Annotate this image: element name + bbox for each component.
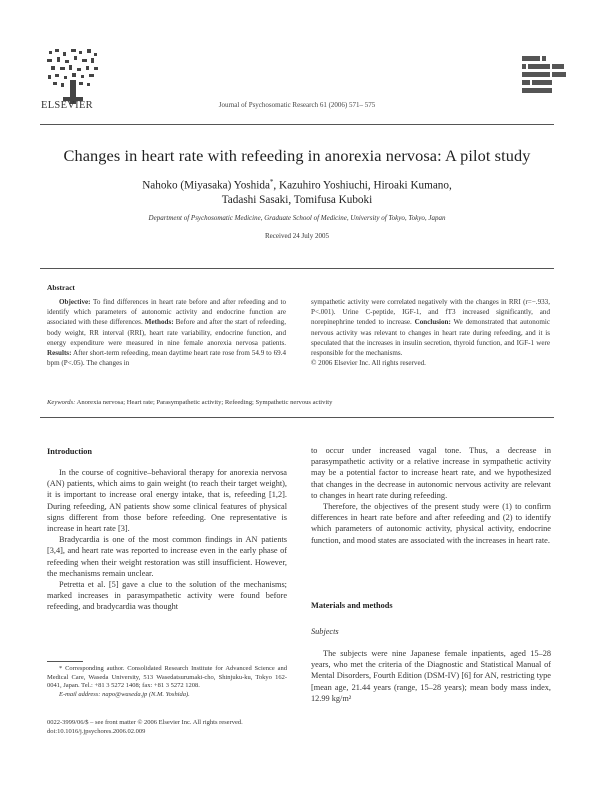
abstract-left-column bbox=[47, 297, 286, 368]
co-authors: , Kazuhiro Yoshiuchi, Hiroaki Kumano, bbox=[273, 179, 452, 192]
journal-citation: Journal of Psychosomatic Research 61 (2006) 571– 575 bbox=[218, 101, 376, 109]
affiliation: Department of Psychosomatic Medicine, Graduate School of Medicine, University of Tokyo, Tokyo, Japan bbox=[148, 214, 446, 222]
objective-label: Objective: bbox=[59, 298, 91, 306]
email-footnote: E-mail address: napo@waseda.jp (N.M. Yoshida). bbox=[59, 690, 190, 698]
keywords-label: Keywords: bbox=[47, 399, 76, 406]
intro-paragraph-3: Petretta et al. [5] gave a clue to the solution of the mechanisms; marked increases in parasympathetic activity were found before refeeding, and bradycardia was thought bbox=[47, 580, 287, 612]
first-author: Nahoko (Miyasaka) Yoshida bbox=[142, 179, 270, 192]
front-matter bbox=[47, 719, 347, 736]
methods-text: Before and after the start of refeeding, body weight, RR interval (RRI), heart rate variability, endocrine function, and energy expenditure were measured in nine female anorexia nervosa patients. bbox=[47, 318, 286, 347]
abstract-top-rule bbox=[40, 268, 554, 269]
keywords-text: Anorexia nervosa; Heart rate; Parasympathetic activity; Refeeding; Sympathetic nervous activity bbox=[75, 399, 333, 406]
methods-heading: Materials and methods bbox=[311, 601, 393, 610]
footnote-rule bbox=[47, 661, 83, 662]
article-title: Changes in heart rate with refeeding in anorexia nervosa: A pilot study bbox=[63, 146, 531, 165]
intro-paragraph-2: Bradycardia is one of the most common findings in AN patients [3,4], and heart rate was reported to increase even in the early phase of refeeding when their weight restoration was still insufficient. However, the mechanisms remain unclear. bbox=[47, 535, 287, 578]
authors-line-1 bbox=[0, 178, 594, 192]
conclusion-text: We demonstrated that autonomic nervous activity was relevant to changes in heart rate during refeeding, and it is speculated that the increases in insulin secretion, thyroid function, and IGF-1 were responsible for the mechanisms. bbox=[311, 318, 550, 358]
keywords bbox=[47, 399, 557, 406]
received-date: Received 24 July 2005 bbox=[265, 232, 329, 240]
footnotes bbox=[47, 665, 287, 699]
abstract-right-column bbox=[311, 297, 550, 368]
issn-line: 0022-3999/06/$ – see front matter © 2006 Elsevier Inc. All rights reserved. bbox=[47, 719, 243, 726]
publisher-name: ELSEVIER bbox=[41, 100, 93, 111]
methods-label: Methods: bbox=[144, 318, 174, 327]
objective-text: To find differences in heart rate before and after refeeding and to identify which parameters of autonomic activity and endocrine function are associated with these differences. bbox=[47, 298, 286, 327]
intro-paragraph-5: Therefore, the objectives of the present study were (1) to confirm differences in heart rate before and after refeeding and (2) to identify which parameters of autonomic activity, physical activity, endocrine function, and mood states are associated with the increases in heart rate. bbox=[311, 502, 551, 545]
abstract-copyright: © 2006 Elsevier Inc. All rights reserved. bbox=[311, 359, 426, 368]
header-rule bbox=[40, 124, 554, 125]
results-text: After short-term refeeding, mean daytime heart rate rose from 54.9 to 69.4 bpm (P<.05). The changes in bbox=[47, 349, 286, 368]
introduction-heading: Introduction bbox=[47, 447, 93, 456]
abstract-heading: Abstract bbox=[47, 283, 75, 292]
corresponding-footnote: * Corresponding author. Consolidated Research Institute for Advanced Science and Medical Care, Waseda University, 513 Wasedatsurumaki-cho, Shinjuku-ku, Tokyo 162-0041, Japan. Tel.: +81 3 5272 1408; fax: +81 3 5272 1208. bbox=[47, 665, 287, 690]
doi-line: doi:10.1016/j.jpsychores.2006.02.009 bbox=[47, 727, 146, 735]
subjects-heading: Subjects bbox=[311, 627, 339, 636]
left-body-column bbox=[47, 467, 287, 613]
conclusion-label: Conclusion: bbox=[414, 318, 451, 327]
journal-logo bbox=[520, 50, 568, 100]
abstract-right-text: sympathetic activity were correlated negatively with the changes in RRI (r=−.933, P<.001). Urine C-peptide, IGF-1, and fT3 increased significantly, and norepinephrine tended to increase. bbox=[311, 298, 550, 327]
results-label: Results: bbox=[47, 349, 72, 358]
subjects-paragraph-container bbox=[311, 648, 551, 704]
right-body-column bbox=[311, 445, 551, 546]
subjects-paragraph: The subjects were nine Japanese female inpatients, aged 15–28 years, who met the criteria of the Diagnostic and Statistical Manual of Mental Disorders, Fourth Edition (DSM-IV) [6] for AN, restricting type [mean age, 21.44 years (range, 15–28 years); mean body mass index, 12.99 kg/m² bbox=[311, 649, 551, 703]
intro-paragraph-4: to occur under increased vagal tone. Thus, a decrease in parasympathetic activity or a relative increase in sympathetic activity may be a potential factor to increase heart rate, and we hypothesized that changes in the decrease in autonomic nervous activity are relevant to changes in heart rate during refeeding. bbox=[311, 446, 551, 500]
authors-line-2: Tadashi Sasaki, Tomifusa Kuboki bbox=[221, 194, 373, 206]
corresponding-mark: * bbox=[269, 178, 274, 186]
abstract-bottom-rule bbox=[40, 417, 554, 418]
intro-paragraph-1: In the course of cognitive–behavioral therapy for anorexia nervosa (AN) patients, which aims to gain weight (to reach their target weight), it is important to increase oral energy intake, that is, refeeding [1,2]. During refeeding, AN patients show some clinical features of physical signs different from those before refeeding. One representative is increase in heart rate [3]. bbox=[47, 468, 287, 534]
